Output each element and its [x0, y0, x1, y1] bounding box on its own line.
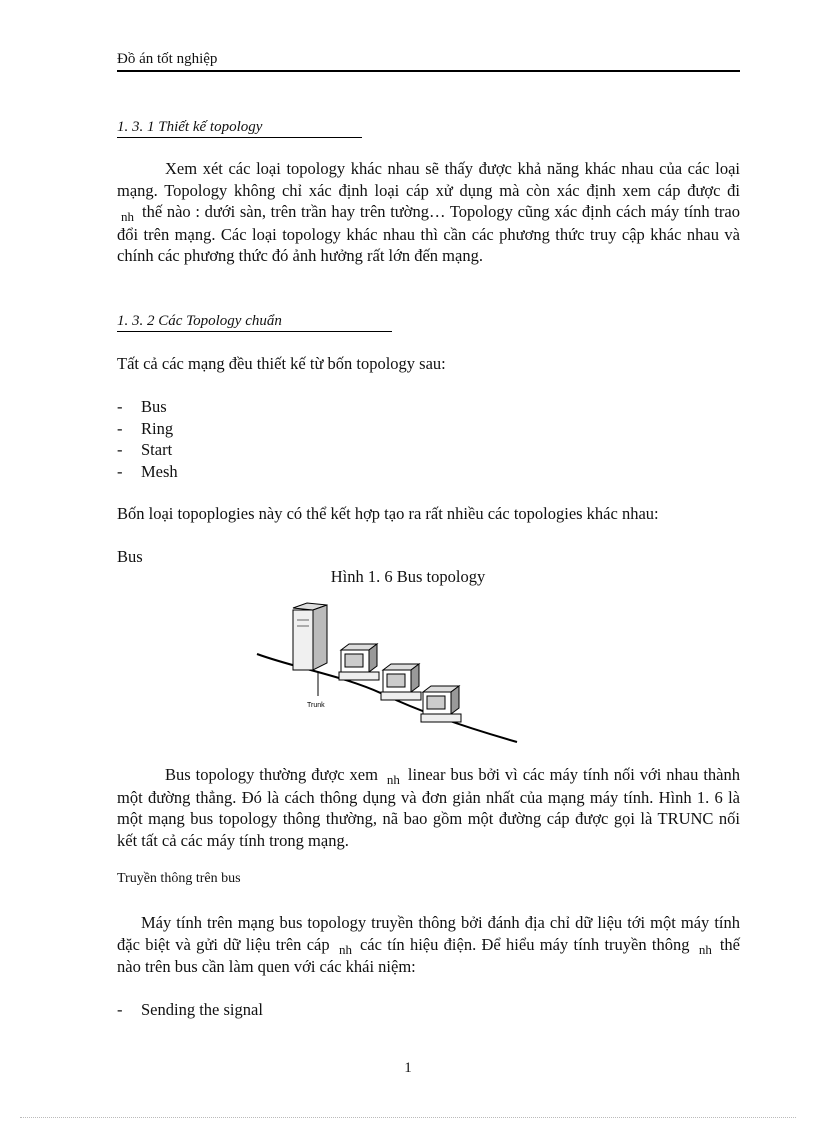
- server-tower-icon: [293, 603, 327, 670]
- figure-caption: Hình 1. 6 Bus topology: [330, 567, 486, 586]
- subscript-text: nh: [698, 941, 712, 957]
- header-title: Đồ án tốt nghiệp: [117, 51, 218, 67]
- para-text: thế nào trên bus cần làm quen với các khái niệm:: [117, 934, 740, 977]
- list-item: - Sending the signal: [117, 1000, 263, 1019]
- section-title-2: 1. 3. 2 Các Topology chuẩn: [117, 312, 392, 332]
- comm-paragraph: [117, 912, 740, 978]
- trunk-label: Trunk: [307, 702, 325, 709]
- bus-topology-figure: [255, 600, 525, 745]
- page-number: 1: [404, 1060, 412, 1076]
- computer-icon: [381, 664, 421, 700]
- subscript-text: nh: [338, 941, 352, 957]
- para-text: các tín hiệu điện. Để hiểu máy tính truyền thông: [359, 934, 690, 954]
- section-1-paragraph: [117, 158, 740, 267]
- comm-heading: Truyền thông trên bus: [117, 871, 241, 886]
- para-text: Máy tính trên mạng bus topology truyền thông bởi đánh địa chỉ dữ liệu tới một máy tính đặc biệt và gửi dữ liệu trên cáp: [117, 913, 740, 954]
- list-item: - Bus: [117, 397, 167, 416]
- combo-paragraph: Bốn loại topoplogies này có thể kết hợp tạo ra rất nhiều các topologies khác nhau:: [117, 504, 659, 523]
- computer-icon: [339, 644, 379, 680]
- para-text: linear bus bởi vì các máy tính nối với nhau thành một đường thẳng. Đó là cách thông dụng và đơn giản nhất của mạng máy tính. Hình 1. 6 là một mạng bus topology thông thường, nã bao gồm một đường cáp được gọi là TRUNC nối kết tất cả các máy tính trong mạng.: [117, 765, 741, 850]
- page-header: [117, 50, 740, 72]
- subscript-text: nh: [121, 209, 134, 225]
- section-title-1: 1. 3. 1 Thiết kế topology: [117, 118, 362, 138]
- list-item: - Mesh: [117, 462, 178, 481]
- para-text: thế nào : dưới sàn, trên trần hay trên tường… Topology cũng xác định cách máy tính trao đổi trên mạng. Các loại topology khác nhau thì cần các phương thức truy cập khác nhau và chính các phương thức đó ảnh hưởng rất lớn đến mạng.: [117, 202, 740, 266]
- para-text: Xem xét các loại topology khác nhau sẽ thấy được khả năng khác nhau của các loại mạng. Topology không chỉ xác định loại cáp xử dụng mà còn xác định xem cáp được đi: [117, 159, 740, 200]
- subscript-text: nh: [386, 772, 400, 787]
- section-2-intro: Tất cả các mạng đều thiết kế từ bốn topology sau:: [117, 354, 446, 373]
- bus-label: Bus: [117, 547, 143, 566]
- bus-paragraph: [117, 764, 740, 851]
- para-text: Bus topology thường được xem: [165, 765, 378, 784]
- footer-divider: [20, 1117, 796, 1118]
- list-item: - Ring: [117, 419, 174, 438]
- list-item: - Start: [117, 440, 173, 459]
- computer-icon: [421, 686, 461, 722]
